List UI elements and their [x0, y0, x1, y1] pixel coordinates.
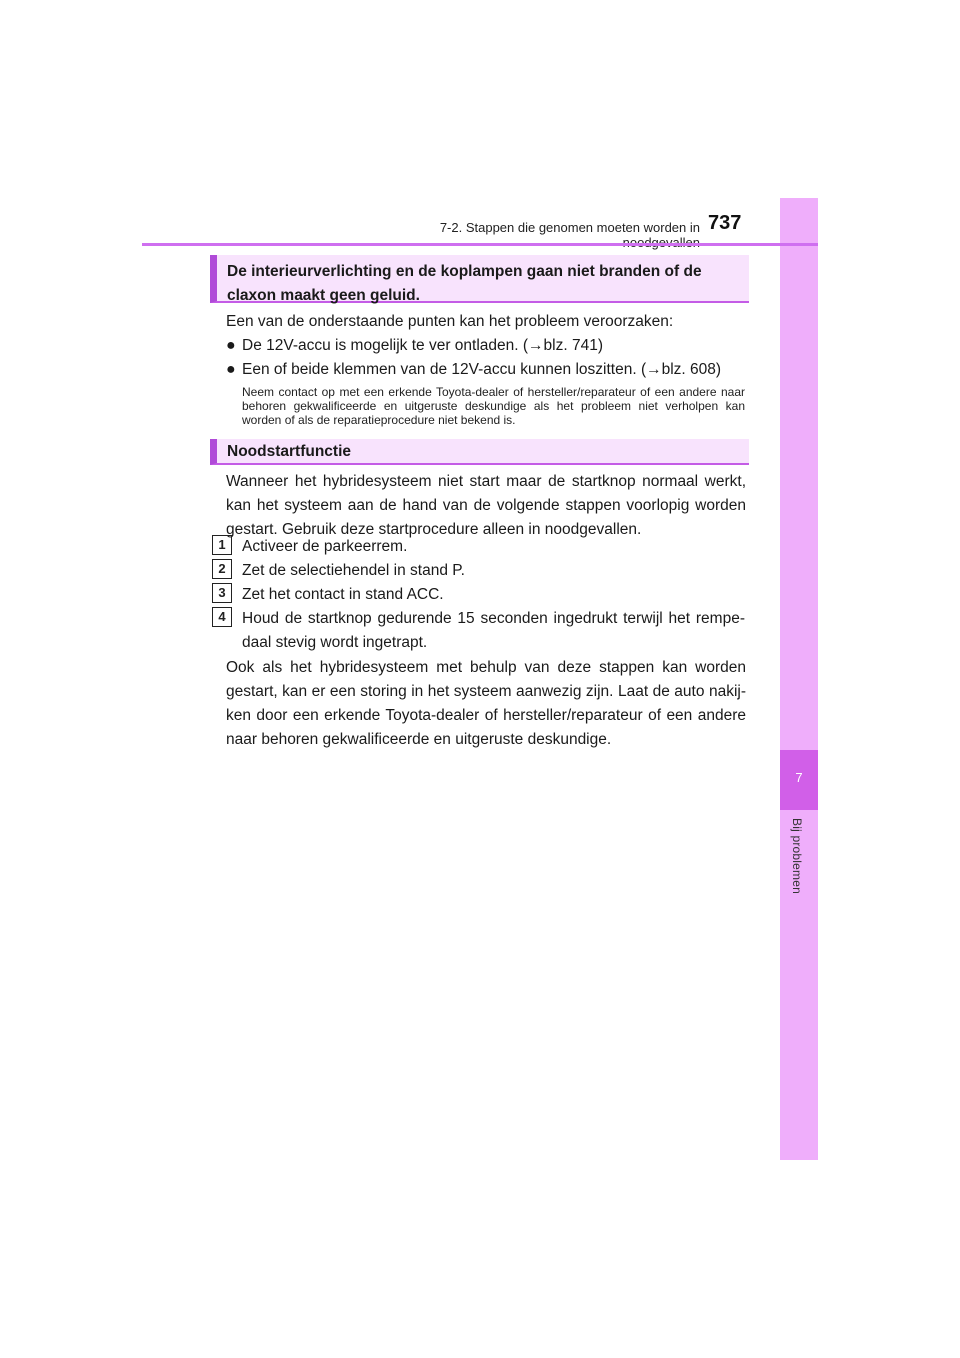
step-number-box: 3	[212, 583, 232, 603]
section-heading-emergency-start: Noodstartfunctie	[210, 439, 749, 465]
bullet-text: De 12V-accu is mogelijk te ver ontladen. (→blz. 741)	[242, 337, 603, 354]
step-text: Activeer de parkeerrem.	[242, 538, 408, 555]
chapter-label: Bij problemen	[790, 818, 804, 894]
step-number-box: 1	[212, 535, 232, 555]
bullet-text: Een of beide klemmen van de 12V-accu kunnen loszitten. (→blz. 608)	[242, 361, 722, 378]
page-number: 737	[708, 212, 742, 234]
section2-closing: Ook als het hybridesysteem met behulp van deze stappen kan worden gestart, kan er een storing in het systeem aanwezig zijn. Laat de auto nakij-ken door een erkende Toyota-dealer of hersteller/reparateur of een andere naar behoren gekwalificeerde en uitgeruste deskundige.	[226, 659, 746, 748]
step-text: Zet de selectiehendel in stand P.	[242, 562, 465, 579]
page-header-title: 7-2. Stappen die genomen moeten worden in	[439, 220, 700, 235]
chapter-side-tab	[780, 198, 818, 1160]
bullet-item	[226, 358, 746, 382]
chapter-number: 7	[795, 770, 803, 785]
section1-note: Neem contact op met een erkende Toyota-dealer of hersteller/reparateur of een andere naar behoren gekwalificeerde en uitgeruste deskundige als het probleem niet verholpen kan worden of als de reparatieprocedure niet bekend is.	[242, 385, 745, 427]
step-text: Zet het contact in stand ACC.	[242, 586, 444, 603]
section-heading-lights: De interieurverlichting en de koplampen gaan niet branden of de claxon maakt geen geluid.	[210, 255, 749, 303]
bullet-item	[226, 334, 746, 358]
step-number-box: 2	[212, 559, 232, 579]
header-divider	[142, 243, 818, 246]
step-text: Houd de startknop gedurende 15 seconden ingedrukt terwijl het rempe-daal stevig wordt ingetrapt.	[242, 610, 745, 651]
bullet-icon: ●	[226, 361, 236, 378]
step-number-box: 4	[212, 607, 232, 627]
section1-intro: Een van de onderstaande punten kan het probleem veroorzaken:	[226, 313, 674, 330]
section2-intro: Wanneer het hybridesysteem niet start maar de startknop normaal werkt, kan het systeem aan de hand van de volgende stappen voorlopig worden gestart. Gebruik deze startprocedure alleen in noodgevallen.	[226, 473, 746, 538]
bullet-icon: ●	[226, 337, 236, 354]
